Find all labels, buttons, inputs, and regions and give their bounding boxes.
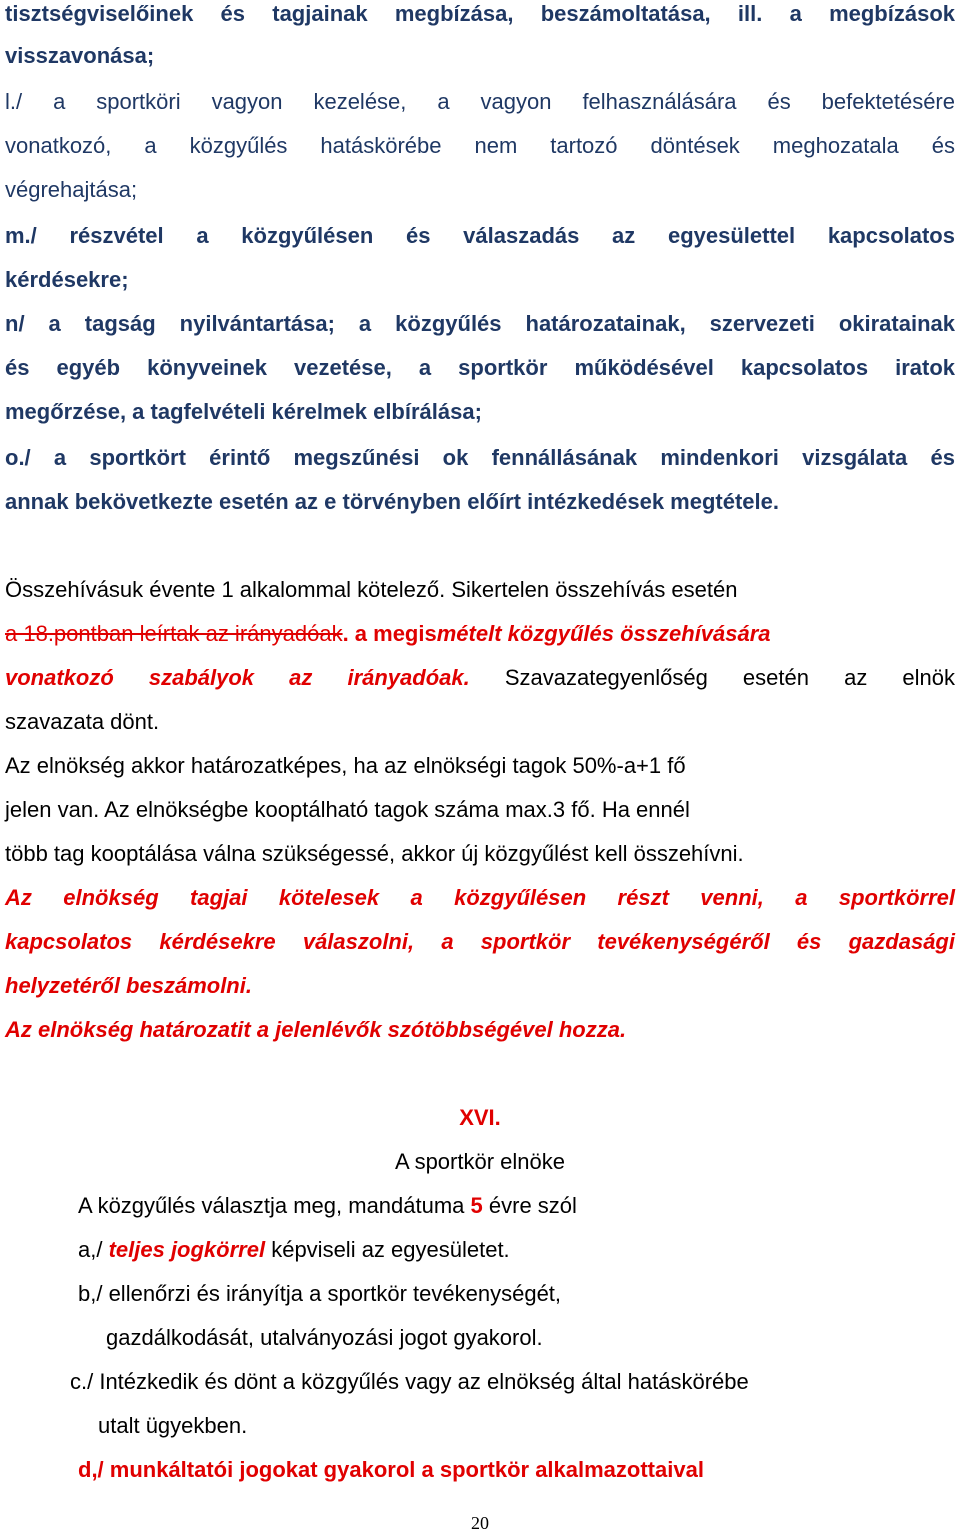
quorum-line1: Az elnökség akkor határozatképes, ha az elnökségi tagok 50%-a+1 fő — [5, 753, 686, 778]
mandate-years: 5 — [470, 1193, 483, 1218]
convene-line1: Összehívásuk évente 1 alkalommal kötelező. Sikertelen összehívás esetén — [5, 577, 738, 602]
convene-line3 — [5, 664, 955, 692]
president-intro-post: évre szól — [482, 1193, 577, 1218]
item-m-line2: kérdésekre; — [5, 267, 129, 292]
item-n-line1: n/ a tagság nyilvántartása; a közgyűlés határozatainak, szervezeti okiratainak — [5, 311, 955, 336]
quorum-line3: több tag kooptálása válna szükségessé, akkor új közgyűlést kell összehívni. — [5, 841, 744, 866]
para-tisztsegviselok-line1: tisztségviselőinek és tagjainak megbízása, beszámoltatása, ill. a megbízások — [5, 1, 955, 26]
item-l-line2: vonatkozó, a közgyűlés hatáskörébe nem tartozó döntések meghozatala és — [5, 133, 955, 158]
president-item-b-line1: b,/ ellenőrzi és irányítja a sportkör tevékenységét, — [78, 1281, 562, 1306]
convene-bold-text: . a megis — [342, 621, 437, 646]
item-n-line2: és egyéb könyveinek vezetése, a sportkör működésével kapcsolatos iratok — [5, 355, 955, 380]
convene-line2 — [5, 620, 955, 648]
duties-line2: kapcsolatos kérdésekre válaszolni, a sportkör tevékenységéről és gazdasági — [5, 929, 955, 954]
section-title: A sportkör elnöke — [395, 1149, 565, 1174]
convene-tie-text: Szavazategyenlőség esetén az elnök — [469, 665, 955, 690]
duties-line1: Az elnökség tagjai kötelesek a közgyűlésen részt venni, a sportkörrel — [5, 885, 955, 910]
duties-line3: helyzetéről beszámolni. — [5, 973, 252, 998]
page-number: 20 — [471, 1513, 489, 1533]
item-n-line3: megőrzése, a tagfelvételi kérelmek elbírálása; — [5, 399, 482, 424]
struck-text: a 18.pontban leírtak az irányadóak — [5, 621, 343, 646]
duties-line4: Az elnökség határozatit a jelenlévők szótöbbségével hozza. — [5, 1017, 627, 1042]
convene-bold-italic-text: mételt közgyűlés összehívására — [436, 621, 771, 646]
president-item-c-line2: utalt ügyekben. — [98, 1413, 248, 1438]
item-a-text: képviseli az egyesületet. — [265, 1237, 510, 1262]
president-intro-pre: A közgyűlés választja meg, mandátuma — [78, 1193, 471, 1218]
item-l-line1: l./ a sportköri vagyon kezelése, a vagyon felhasználására és befektetésére — [5, 89, 955, 114]
item-m-line1: m./ részvétel a közgyűlésen és válaszadás az egyesülettel kapcsolatos — [5, 223, 955, 248]
convene-rules-text: vonatkozó szabályok az irányadóak. — [5, 665, 470, 690]
section-number: XVI. — [459, 1105, 501, 1130]
item-l-line3: végrehajtása; — [5, 177, 138, 202]
item-a-emphasis: teljes jogkörrel — [108, 1237, 266, 1262]
item-o-line1: o./ a sportkört érintő megszűnési ok fennállásának mindenkori vizsgálata és — [5, 445, 955, 470]
president-item-d-line1: d,/ munkáltatói jogokat gyakorol a sportkör alkalmazottaival — [78, 1457, 704, 1482]
para-tisztsegviselok-line2: visszavonása; — [5, 43, 155, 68]
quorum-line2: jelen van. Az elnökségbe kooptálható tagok száma max.3 fő. Ha ennél — [5, 797, 690, 822]
president-item-a — [78, 1236, 938, 1264]
item-a-marker: a,/ — [78, 1237, 109, 1262]
president-intro — [78, 1192, 938, 1220]
president-item-c-line1: c./ Intézkedik és dönt a közgyűlés vagy az elnökség által hatáskörébe — [70, 1369, 749, 1394]
item-o-line2: annak bekövetkezte esetén az e törvényben előírt intézkedések megtétele. — [5, 489, 779, 514]
president-item-b-line2: gazdálkodását, utalványozási jogot gyakorol. — [106, 1325, 543, 1350]
convene-line4: szavazata dönt. — [5, 709, 160, 734]
